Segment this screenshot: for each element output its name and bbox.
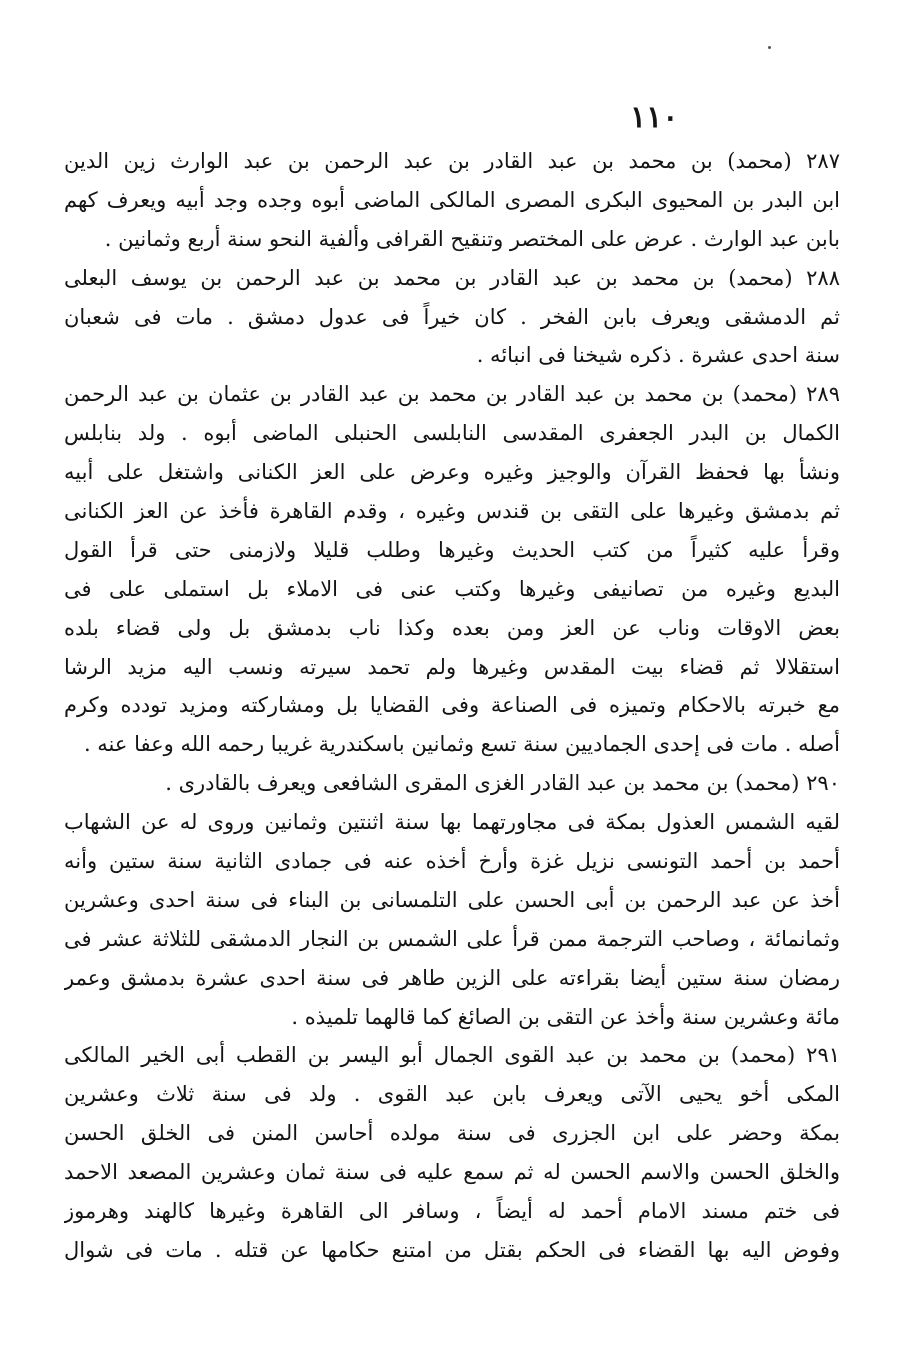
text-line: رمضان سنة ستين أيضا بقراءته على الزين طاهر فى سنة احدى عشرة بدمشق وعمر [64, 965, 840, 990]
text-line: ٢٨٩ (محمد) بن محمد بن عبد القادر بن محمد بن عبد القادر بن عثمان بن عبد الرحمن [64, 382, 840, 407]
text-line: ابن البدر بن المحيوى البكرى المصرى المالكى الماضى أبوه وجده وجد أبيه ويعرف كهم [64, 187, 840, 212]
page-number: ١١٠ [630, 100, 679, 135]
text-line: ٢٩١ (محمد) بن محمد بن عبد القوى الجمال أبو اليسر بن القطب أبى الخير المالكى [64, 1043, 840, 1068]
scan-speck [768, 46, 771, 49]
text-line: ثم بدمشق وغيرها على التقى بن قندس وغيره ، وقدم القاهرة فأخذ عن العز الكنانى [64, 499, 840, 524]
text-line: ٢٨٨ (محمد) بن محمد بن عبد القادر بن محمد بن عبد الرحمن بن يوسف البعلى [64, 265, 840, 290]
text-line: المكى أخو يحيى الآتى ويعرف بابن عبد القوى . ولد فى سنة ثلاث وعشرين [64, 1082, 840, 1107]
text-line: بمكة وحضر على ابن الجزرى فى سنة مولده أحاسن المنن فى الخلق الحسن [64, 1121, 840, 1146]
text-line: ٢٨٧ (محمد) بن محمد بن عبد القادر بن عبد الرحمن بن عبد الوارث زين الدين [64, 149, 840, 173]
text-line: وثمانمائة ، وصاحب الترجمة ممن قرأ على الشمس بن النجار الدمشقى للثلاثة عشر فى [64, 926, 840, 951]
text-line: وقرأ عليه كثيراً من كتب الحديث وغيرها وطلب قليلا ولازمنى حتى قرأ القول [64, 537, 840, 562]
text-line: الكمال بن البدر الجعفرى المقدسى النابلسى الحنبلى الماضى أبوه . ولد بنابلس [64, 421, 840, 446]
text-line: فى ختم مسند الامام أحمد له أيضاً ، وسافر الى القاهرة وغيرها كالهند وهرموز [64, 1199, 840, 1224]
text-line: أخذ عن عبد الرحمن بن أبى الحسن على التلمسانى بن البناء فى سنة احدى وعشرين [64, 887, 840, 912]
text-line: مائة وعشرين سنة وأخذ عن التقى بن الصائغ كما قالهما تلميذه . [291, 1004, 840, 1029]
text-line: أحمد بن أحمد التونسى نزيل غزة وأرخ أخذه عنه فى جمادى الثانية سنة ستين وأنه [64, 849, 840, 874]
text-line: مع خبرته بالاحكام وتميزه فى الصناعة وفى القضايا بل ومشاركته ومزيد تودده وكرم [64, 693, 840, 718]
text-line: استقلالا ثم قضاء بيت المقدس وغيرها ولم تحمد سيرته ونسب اليه مزيد الرشا [64, 654, 840, 679]
text-line: سنة احدى عشرة . ذكره شيخنا فى انبائه . [476, 343, 840, 368]
text-line: بعض الاوقات وناب عن العز ومن بعده وكذا ناب بدمشق بل ولى قضاء بلده [64, 615, 840, 640]
text-line: ٢٩٠ (محمد) بن محمد بن عبد القادر الغزى المقرى الشافعى ويعرف بالقادرى . [165, 771, 840, 796]
text-line: بابن عبد الوارث . عرض على المختصر وتنقيح القرافى وألفية النحو سنة أربع وثمانين . [104, 226, 840, 251]
text-line: وفوض اليه بها القضاء فى الحكم بقتل من امتنع حكامها عن قتله . مات فى شوال [64, 1237, 840, 1262]
text-line: ثم الدمشقى ويعرف بابن الفخر . كان خيراً فى عدول دمشق . مات فى شعبان [64, 304, 840, 329]
text-line: لقيه الشمس العذول بمكة فى مجاورتهما بها سنة اثنتين وثمانين وروى له عن الشهاب [64, 810, 840, 835]
text-line: البديع وغيره من تصانيفى وغيرها وكتب عنى فى الاملاء بل استملى على فى [64, 576, 840, 601]
text-line: ونشأ بها فحفظ القرآن والوجيز وغيره وعرض على العز الكنانى واشتغل على أبيه [64, 460, 840, 485]
text-line: أصله . مات فى إحدى الجماديين سنة تسع وثمانين باسكندرية غريبا رحمه الله وعفا عنه . [83, 732, 840, 757]
text-line: والخلق الحسن والاسم الحسن له ثم سمع عليه فى سنة ثمان وعشرين المصعد الاحمد [64, 1160, 840, 1185]
body-text [64, 142, 840, 1270]
